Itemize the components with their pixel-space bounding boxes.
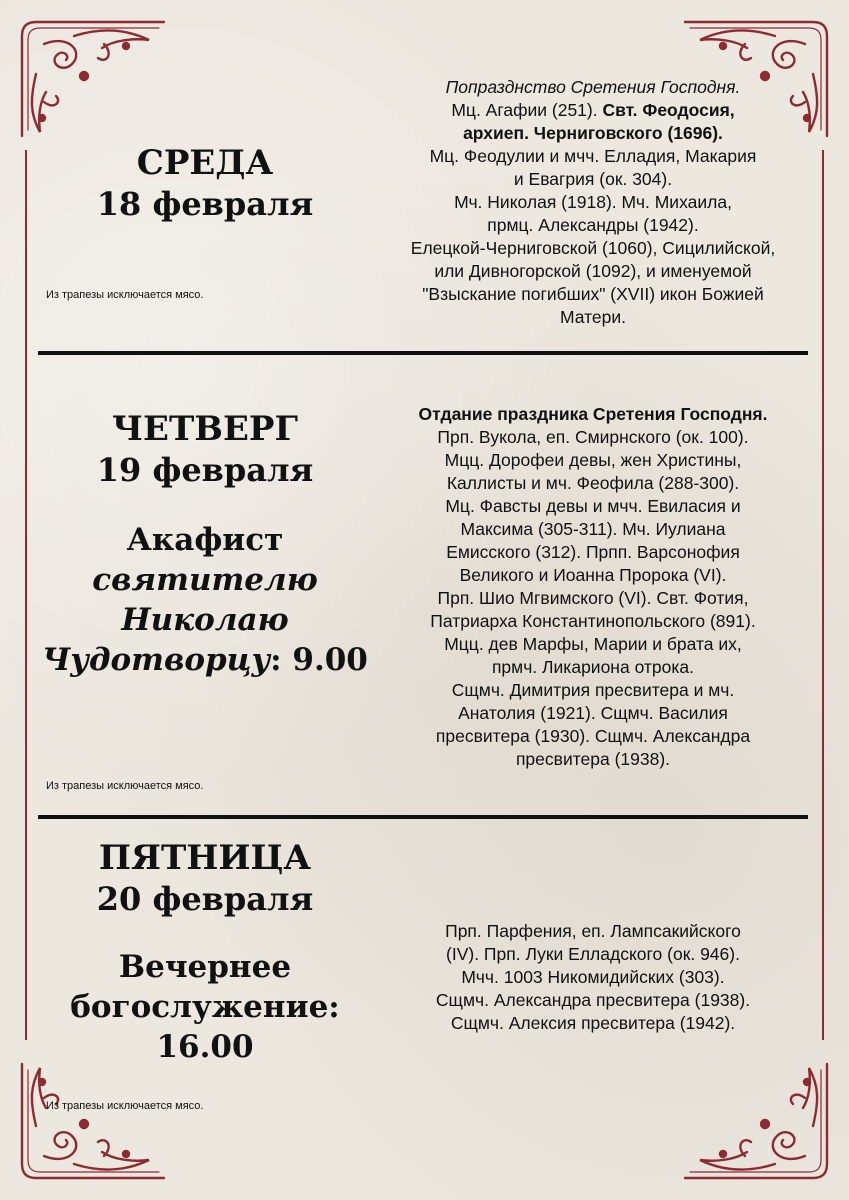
section-divider bbox=[38, 815, 808, 819]
corner-ornament-bottom-right bbox=[670, 1056, 835, 1186]
section-divider bbox=[38, 351, 808, 355]
saints-line: Мц. Феодулии и мчч. Елладия, Макария bbox=[429, 146, 757, 166]
saints-line: Емисского (312). Прпп. Варсонофия bbox=[446, 542, 740, 562]
day-name: ЧЕТВЕРГ bbox=[112, 409, 298, 449]
saints-list bbox=[378, 403, 808, 771]
saints-line: Максима (305-311). Мч. Иулиана bbox=[460, 519, 726, 539]
saints-line-part: Мц. Агафии (251). bbox=[451, 100, 603, 120]
saints-line: Мч. Николая (1918). Мч. Михаила, bbox=[454, 192, 732, 212]
saints-line: Елецкой-Черниговской (1060), Сицилийской, bbox=[410, 238, 776, 258]
fasting-note: Из трапезы исключается мясо. bbox=[46, 1100, 204, 1112]
border-line-left bbox=[25, 150, 27, 1040]
day-name: ПЯТНИЦА bbox=[98, 838, 312, 878]
fasting-note: Из трапезы исключается мясо. bbox=[46, 289, 204, 301]
saints-line-part-bold: Свт. Феодосия, bbox=[602, 100, 735, 120]
border-line-right bbox=[822, 150, 824, 1040]
saints-line: (IV). Прп. Луки Елладского (ок. 946). bbox=[446, 944, 740, 964]
saints-line: Отдание праздника Сретения Господня. bbox=[418, 404, 768, 424]
saints-line: и Евагрия (ок. 304). bbox=[513, 169, 673, 189]
saints-line: пресвитера (1930). Сщмч. Александра bbox=[435, 726, 751, 746]
service-line-italic: Николаю bbox=[121, 602, 289, 638]
saints-line: Прп. Парфения, еп. Лампсакийского bbox=[445, 921, 741, 941]
saints-line: Великого и Иоанна Пророка (VI). bbox=[459, 565, 727, 585]
floral-ornament-icon bbox=[670, 1056, 835, 1186]
saints-line: Каллисты и мч. Феофила (288-300). bbox=[446, 473, 740, 493]
day-heading bbox=[40, 837, 370, 1067]
service-time bbox=[40, 640, 370, 680]
service-line-italic: святителю bbox=[92, 562, 318, 598]
saints-line: Мчч. 1003 Никомидийских (303). bbox=[461, 967, 725, 987]
service-line bbox=[40, 600, 370, 640]
floral-ornament-icon bbox=[14, 14, 179, 144]
corner-ornament-bottom-left bbox=[14, 1056, 179, 1186]
saints-line: прмч. Ликариона отрока. bbox=[491, 657, 695, 677]
saints-line: Сщмч. Димитрия пресвитера и мч. bbox=[451, 680, 735, 700]
saints-line: пресвитера (1938). bbox=[515, 749, 671, 769]
day-heading bbox=[40, 142, 370, 224]
service-line: богослужение: bbox=[70, 989, 340, 1025]
saints-line: Патриарха Константинопольского (891). bbox=[430, 611, 756, 631]
service-time-value: : 9.00 bbox=[270, 642, 368, 678]
service-line-italic: Чудотворцу bbox=[42, 642, 271, 678]
saints-line: архиеп. Черниговского (1696). bbox=[463, 123, 723, 143]
service-line: Акафист bbox=[126, 522, 284, 558]
saints-line: Прп. Шио Мгвимского (VI). Свт. Фотия, bbox=[437, 588, 749, 608]
corner-ornament-top-left bbox=[14, 14, 179, 144]
fasting-note: Из трапезы исключается мясо. bbox=[46, 780, 204, 792]
saints-line bbox=[378, 99, 808, 122]
saints-line: Мцц. дев Марфы, Марии и брата их, bbox=[444, 634, 742, 654]
floral-ornament-icon bbox=[14, 1056, 179, 1186]
saints-line: Попразднство Сретения Господня. bbox=[445, 77, 741, 97]
saints-line: Мцц. Дорофеи девы, жен Христины, bbox=[444, 450, 742, 470]
day-date: 20 февраля bbox=[96, 880, 314, 918]
saints-line: Сщмч. Александра пресвитера (1938). bbox=[435, 990, 751, 1010]
saints-line: прмц. Александры (1942). bbox=[487, 215, 699, 235]
saints-line: или Дивногорской (1092), и именуемой bbox=[434, 261, 752, 281]
saints-line: Матери. bbox=[559, 307, 627, 327]
saints-line: Сщмч. Алексия пресвитера (1942). bbox=[450, 1013, 736, 1033]
service-line: Вечернее bbox=[118, 949, 292, 985]
day-name: СРЕДА bbox=[136, 143, 274, 183]
saints-line: "Взыскание погибших" (XVII) икон Божией bbox=[422, 284, 764, 304]
service-line bbox=[40, 560, 370, 600]
saints-line: Мц. Фавсты девы и мчч. Евиласия и bbox=[445, 496, 741, 516]
saints-list bbox=[378, 76, 808, 329]
service-time: 16.00 bbox=[156, 1029, 254, 1065]
day-date: 19 февраля bbox=[96, 451, 314, 489]
saints-line: Прп. Вукола, еп. Смирнского (ок. 100). bbox=[437, 427, 749, 447]
day-heading bbox=[40, 408, 370, 680]
saints-line: Анатолия (1921). Сщмч. Василия bbox=[458, 703, 728, 723]
day-date: 18 февраля bbox=[96, 185, 314, 223]
saints-list bbox=[378, 920, 808, 1035]
